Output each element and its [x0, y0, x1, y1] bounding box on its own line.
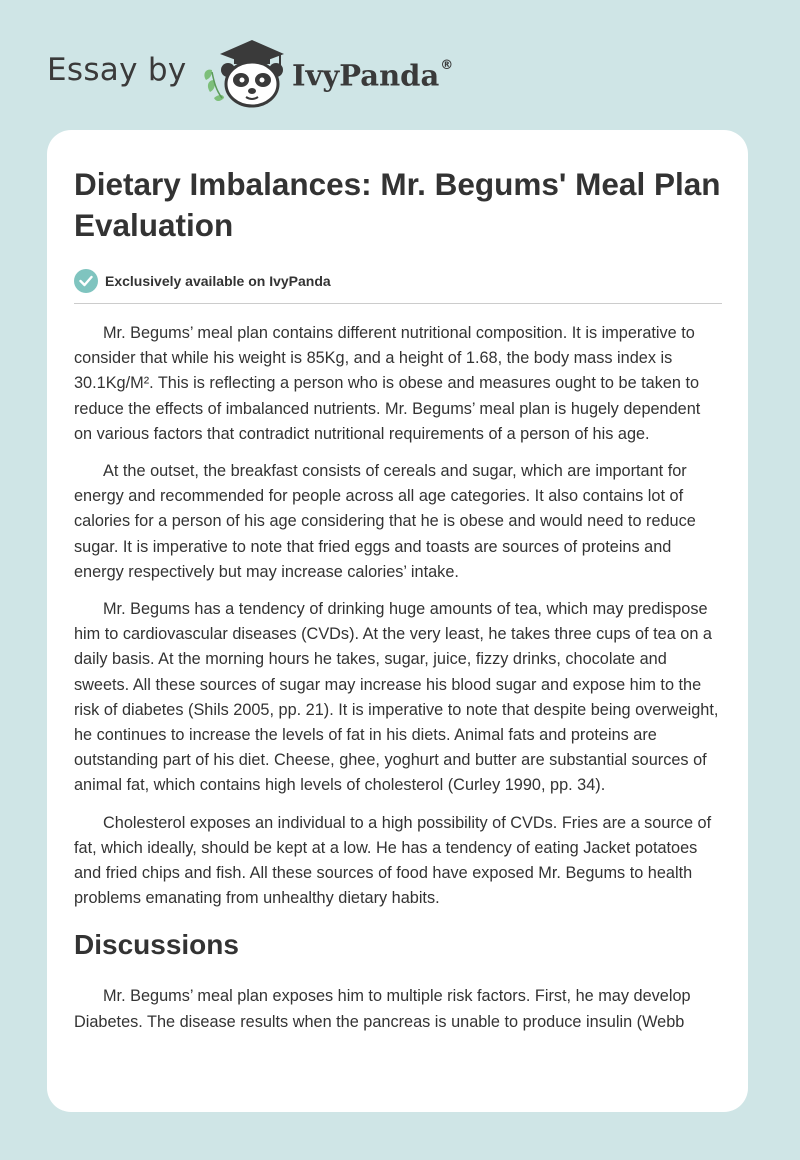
- exclusive-badge: [74, 268, 722, 294]
- registered-mark: ®: [440, 58, 454, 73]
- article-body: [74, 321, 722, 1035]
- article-card: [47, 130, 748, 1112]
- section-heading: Discussions: [74, 929, 239, 961]
- site-header: [0, 0, 800, 130]
- check-circle-icon: [74, 269, 98, 293]
- article-title: Dietary Imbalances: Mr. Begums' Meal Plan Evaluation: [74, 166, 721, 243]
- paragraph: Mr. Begums’ meal plan contains different nutritional composition. It is imperative to consider that while his weight is 85Kg, and a height of 1.68, the body mass index is 30.1Kg/M². This is reflecting a person who is obese and measures ought to be taken to reduce the effects of imbalanced nutrients. Mr. Begums’ meal plan is hugely dependent on various factors that contradict nutritional requirements of a person of his age.: [74, 324, 701, 443]
- exclusive-label: Exclusively available on IvyPanda: [105, 273, 331, 289]
- article-content: [74, 164, 722, 1047]
- panda-logo-icon[interactable]: [200, 36, 292, 108]
- essay-by-label: Essay by: [47, 52, 187, 88]
- paragraph: Mr. Begums has a tendency of drinking huge amounts of tea, which may predispose him to cardiovascular diseases (CVDs). At the very least, he takes three cups of tea on a daily basis. At the morning hours he takes, sugar, juice, fizzy drinks, chocolate and sweets. All these sources of sugar may increase his blood sugar and expose him to the risk of diabetes (Shils 2005, pp. 21). It is imperative to note that despite being overweight, he continues to increase the levels of fat in his diets. Animal fats and proteins are outstanding part of his diet. Cheese, ghee, yoghurt and butter are substantial sources of animal fat, which contains high levels of cholesterol (Curley 1990, pp. 34).: [74, 600, 719, 795]
- paragraph: Mr. Begums’ meal plan exposes him to multiple risk factors. First, he may develop Diabetes. The disease results when the pancreas is unable to produce insulin (Webb: [74, 987, 691, 1031]
- paragraph: Cholesterol exposes an individual to a high possibility of CVDs. Fries are a source of fat, which ideally, should be kept at a low. He has a tendency of eating Jacket potatoes and fried chips and fish. All these sources of food have exposed Mr. Begums to health problems emanating from unhealthy dietary habits.: [74, 813, 712, 908]
- paragraph: At the outset, the breakfast consists of cereals and sugar, which are important for energy and recommended for people across all age categories. It also contains lot of calories for a person of his age considering that he is obese and would need to reduce sugar. It is imperative to note that fried eggs and toasts are sources of proteins and energy respectively but may increase calories’ intake.: [74, 462, 696, 581]
- title-divider: [74, 303, 722, 304]
- brand-name[interactable]: IvyPanda®: [292, 58, 454, 93]
